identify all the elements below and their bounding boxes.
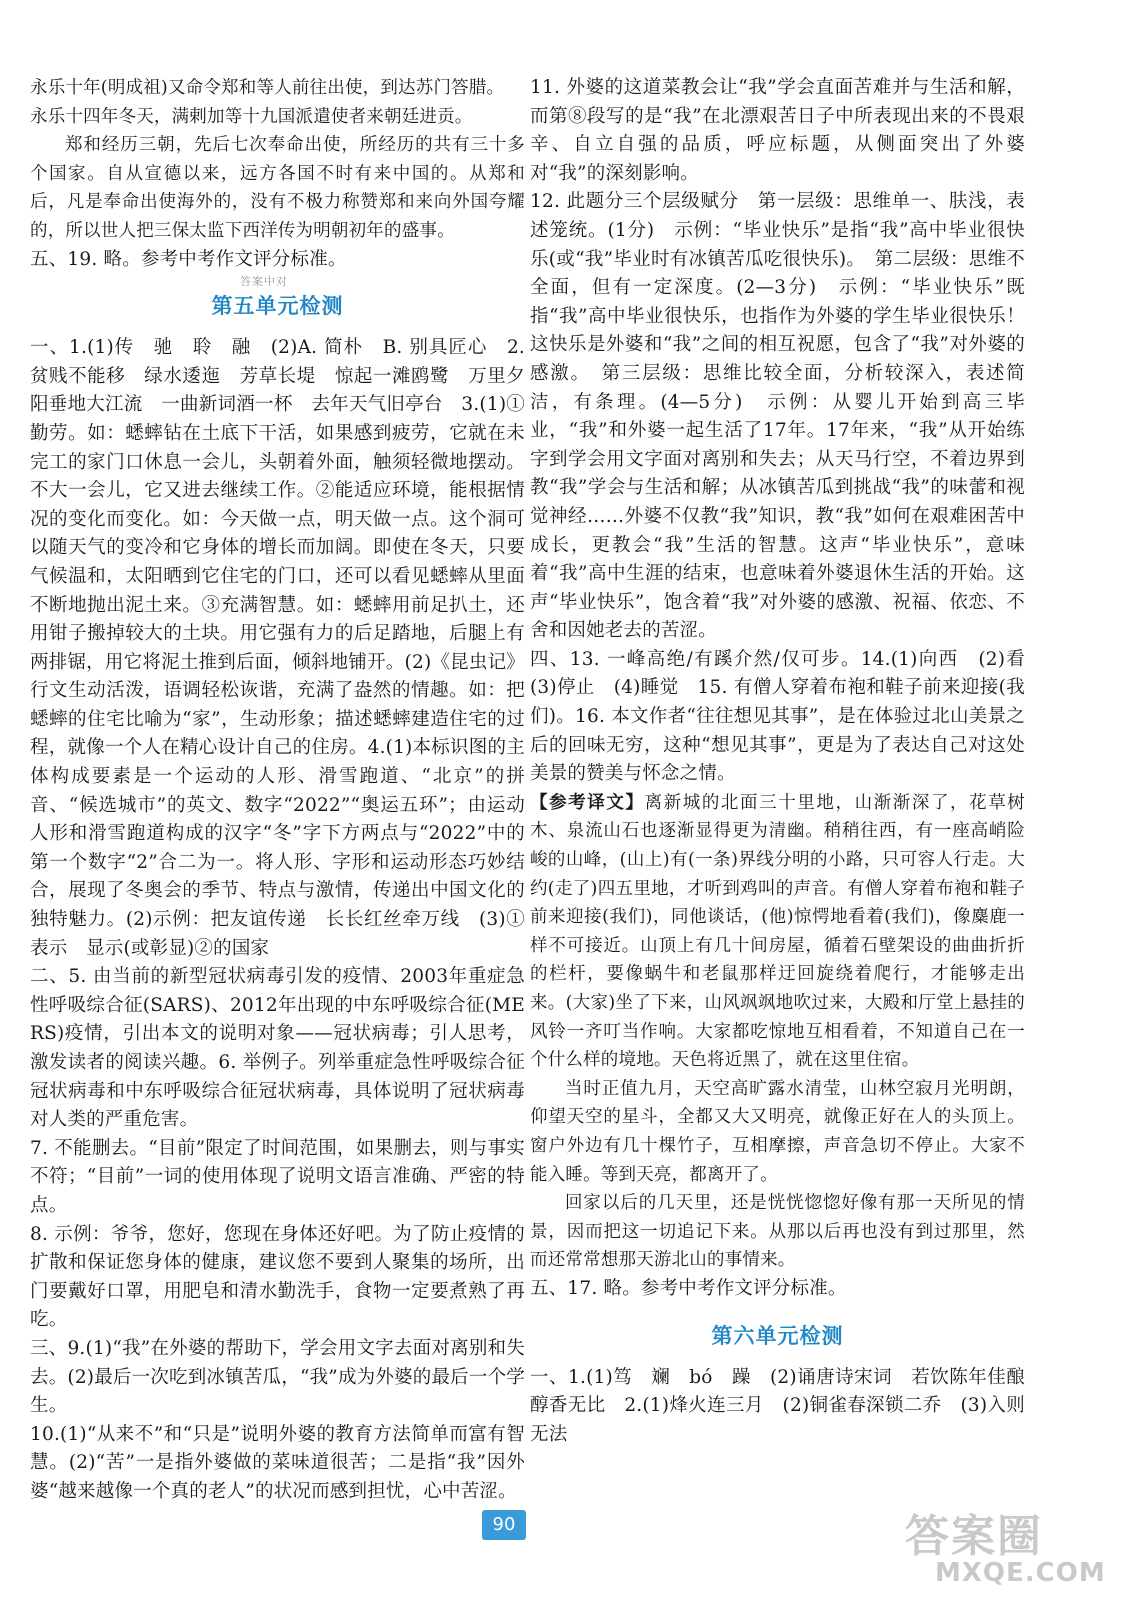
prev-translation-line-1: 永乐十年(明成祖)又命令郑和等人前往出使，到达苏门答腊。 — [30, 78, 505, 98]
reference-translation — [530, 789, 1025, 1075]
reference-translation-para-3: 回家以后的几天里，还是恍恍惚惚好像有那一天所见的情景，因而把这一切追记下来。从那以后再也没有到过那里，然而还常常想那天游北山的事情来。 — [530, 1193, 1025, 1271]
unit-6-part-1: 一、1.(1)笃 斓 bó 躁 (2)诵唐诗宋词 若饮陈年佳酿 醇香无比 2.(1)烽火连三月 (2)铜雀春深锁二乔 (3)入则无法 — [530, 1366, 1044, 1445]
watermark — [905, 1500, 1115, 1596]
watermark-url: MXQE.COM — [935, 1558, 1106, 1588]
reference-translation-text: 离新城的北面三十里地，山渐渐深了，花草树木、泉流山石也逐渐显得更为清幽。稍稍往西，有一座高峭险峻的山峰，(山上)有(一条)界线分明的小路，只可容人行走。大约(走了)四五里地，才听到鸡叫的声音。有僧人穿着布袍和鞋子前来迎接(我们)，同他谈话，(他)惊愕地看着(我们)，像麋鹿一样不可接近。山顶上有几十间房屋，循着石壁架设的曲曲折折的栏杆，要像蜗牛和老鼠那样迂回旋绕着爬行，才能够走出来。(大家)坐了下来，山风飒飒地吹过来，大殿和厅堂上悬挂的风铃一齐叮当作响。大家都吃惊地互相看着，不知道自己在一个什么样的境地。天色将近黑了，就在这里住宿。 — [530, 792, 1026, 1071]
unit-5-title: 第五单元检测 — [211, 294, 344, 319]
zhenghe-paragraph: 郑和经历三朝，先后七次奉命出使，所经历的共有三十多个国家。自从宣德以来，远方各国不时有来中国的。从郑和后，凡是奉命出使海外的，没有不极力称赞郑和来向外国夸耀的，所以世人把三保太监下西洋传为明朝初年的盛事。 — [30, 135, 525, 241]
reference-translation-label: 【参考译文】 — [530, 792, 645, 813]
page-number-badge: 90 — [482, 1510, 526, 1540]
answer-5-17: 五、17. 略。参考中考作文评分标准。 — [530, 1277, 847, 1299]
answer-8: 8. 示例：爷爷，您好，您现在身体还好吧。为了防止疫情的扩散和保证您身体的健康，建议您不要到人聚集的场所，出门要戴好口罩，用肥皂和清水勤洗手，食物一定要煮熟了再吃。 — [30, 1223, 525, 1331]
answer-9: 三、9.(1)“我”在外婆的帮助下，学会用文字去面对离别和失去。(2)最后一次吃到冰镇苦瓜，“我”成为外婆的最后一个学生。 — [30, 1337, 525, 1417]
unit-6-title: 第六单元检测 — [711, 1323, 844, 1348]
faint-handwritten-note: 答案中对 — [240, 275, 288, 288]
answer-10: 10.(1)“从来不”和“只是”说明外婆的教育方法简单而富有智慧。(2)“苦”一是指外婆做的菜味道很苦；二是指“我”因外婆“越来越像一个真的老人”的状况而感到担忧，心中苦涩。 — [30, 1423, 525, 1502]
answer-7: 7. 不能删去。“目前”限定了时间范围，如果删去，则与事实不符；“目前”一词的使用体现了说明文语言准确、严密的特点。 — [30, 1137, 525, 1216]
answer-5-19: 五、19. 略。参考中考作文评分标准。 — [30, 248, 347, 270]
unit-5-part-2: 二、5. 由当前的新型冠状病毒引发的疫情、2003年重症急性呼吸综合征(SARS)、2012年出现的中东呼吸综合征(MERS)疫情，引出本文的说明对象——冠状病毒；引人思考，激发读者的阅读兴趣。6. 举例子。列举重症急性呼吸综合征冠状病毒和中东呼吸综合征冠状病毒，具体说明了冠状病毒对人类的严重危害。 — [30, 966, 525, 1131]
watermark-logo: 答案圈 — [905, 1511, 1043, 1562]
prev-translation-line-2: 永乐十四年冬天，满剌加等十九国派遣使者来朝廷进贡。 — [30, 106, 473, 127]
unit-5-part-1: 一、1.(1)传 驰 聆 融 (2)A. 简朴 B. 别具匠心 2. 贫贱不能移 绿水逶迤 芳草长堤 惊起一滩鸥鹭 万里夕阳垂地大江流 一曲新词酒一杯 去年天气旧亭台 3.(1)①勤劳。如：蟋蟀钻在土底下干活，如果感到疲劳，它就在未完工的家门口休息一会儿，头朝着外面，触须轻微地摆动。不大一会儿，它又进去继续工作。②能适应环境，能根据情况的变化而变化。如：今天做一点，明天做一点。这个洞可以随天气的变冷和它身体的增长而加阔。即使在冬天，只要气候温和，太阳晒到它住宅的门口，还可以看见蟋蟀从里面不断地抛出泥土来。③充满智慧。如：蟋蟀用前足扒土，还用钳子搬掉较大的土块。用它强有力的后足踏地，后腿上有两排锯，用它将泥土推到后面，倾斜地铺开。(2)《昆虫记》行文生动活泼，语调轻松诙谐，充满了盎然的情趣。如：把蟋蟀的住宅比喻为“家”，生动形象；描述蟋蟀建造住宅的过程，就像一个人在精心设计自己的住房。4.(1)本标识图的主体构成要素是一个运动的人形、滑雪跑道、“北京”的拼音、“候选城市”的英文、数字“2022”“奥运五环”；由运动人形和滑雪跑道构成的汉字“冬”字下方两点与“2022”中的第一个数字“2”合二为一。将人形、字形和运动形态巧妙结合，展现了冬奥会的季节、特点与激情，传递出中国文化的独特魅力。(2)示例：把友谊传递 长长红丝牵万线 (3)①表示 显示(或彰显)②的国家 — [30, 337, 525, 959]
answer-13-16: 四、13. 一峰高绝/有蹊介然/仅可步。14.(1)向西 (2)看(3)停止 (4)睡觉 15. 有僧人穿着布袍和鞋子前来迎接(我们)。16. 本文作者“往往想见其事”，是在体验过北山美景之后的回味无穷，这种“想见其事”，更是为了表达自己对这处美景的赞美与怀念之情。 — [530, 648, 1025, 785]
answer-12: 12. 此题分三个层级赋分 第一层级：思维单一、肤浅，表述笼统。(1分) 示例：“毕业快乐”是指“我”高中毕业很快乐(或“我”毕业时有冰镇苦瓜吃很快乐)。 第二层级：思维不全面，但有一定深度。(2—3分) 示例：“毕业快乐”既指“我”高中毕业很快乐，也指作为外婆的学生毕业很快乐！这快乐是外婆和“我”之间的相互祝愿，包含了“我”对外婆的感激。 第三层级：思维比较全面，分析较深入，表述简洁，有条理。(4—5分) 示例：从婴儿开始到高三毕业，“我”和外婆一起生活了17年。17年来，“我”从开始练字到学会用文字面对离别和失去；从天马行空，不着边界到教“我”学会与生活和解；从冰镇苦瓜到挑战“我”的味蕾和视觉神经……外婆不仅教“我”知识，教“我”如何在艰难困苦中成长，更教会“我”生活的智慧。这声“毕业快乐”，意味着“我”高中生涯的结束，也意味着外婆退休生活的开始。这声“毕业快乐”，饱含着“我”对外婆的感激、祝福、依恋、不舍和因她老去的苦涩。 — [530, 191, 1025, 642]
right-column — [530, 74, 1044, 1449]
answer-11: 11. 外婆的这道菜教会让“我”学会直面苦难并与生活和解，而第⑧段写的是“我”在北漂艰苦日子中所表现出来的不畏艰辛、自立自强的品质，呼应标题，从侧面突出了外婆对“我”的深刻影响。 — [530, 77, 1025, 184]
reference-translation-para-2: 当时正值九月，天空高旷露水清莹，山林空寂月光明朗，仰望天空的星斗，全都又大又明亮，就像正好在人的头顶上。窗户外边有几十棵竹子，互相摩擦，声音急切不停止。大家不能入睡。等到天亮，都离开了。 — [530, 1078, 1025, 1185]
